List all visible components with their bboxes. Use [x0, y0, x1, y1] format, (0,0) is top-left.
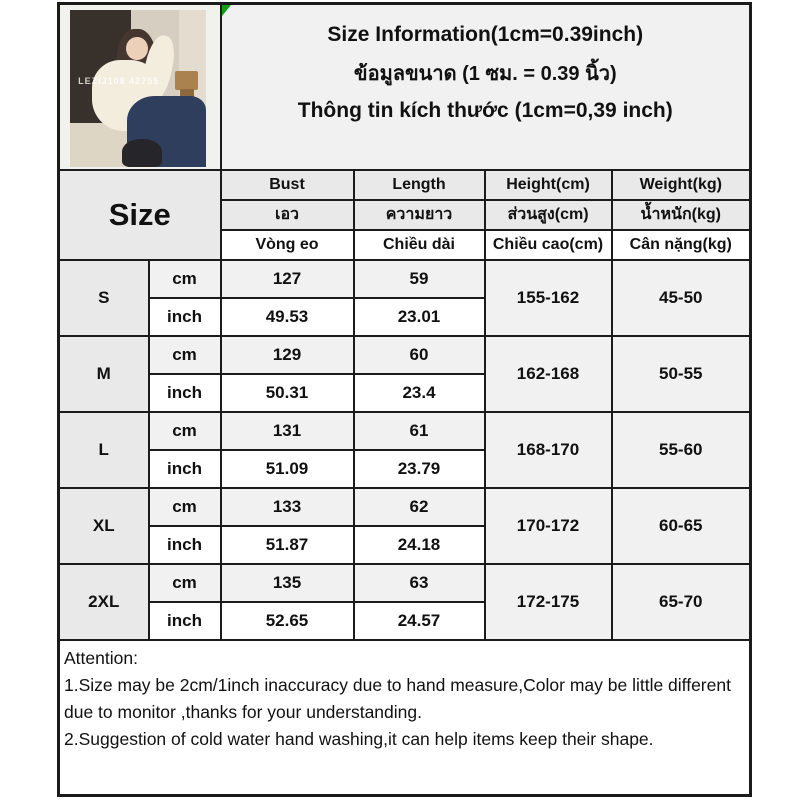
- photo-model-face: [126, 37, 148, 61]
- unit-cm: cm: [149, 336, 221, 374]
- size-label: L: [59, 412, 149, 488]
- length-inch-value: 23.79: [354, 450, 485, 488]
- col-header-bust-vi: Vòng eo: [221, 230, 354, 260]
- photo-watermark: LEZIJ108 42755: [78, 75, 160, 86]
- size-header: Size: [59, 170, 221, 260]
- attention-row: [59, 640, 751, 796]
- col-header-weight-vi: Cân nặng(kg): [612, 230, 751, 260]
- attention-heading: Attention:: [64, 647, 138, 668]
- col-header-bust-th: เอว: [221, 200, 354, 230]
- bust-inch-value: 52.65: [221, 602, 354, 640]
- attention-line1: 1.Size may be 2cm/1inch inaccuracy due to hand measure,Color may be little different due to monitor ,thanks for your understanding.: [64, 674, 731, 722]
- unit-inch: inch: [149, 298, 221, 336]
- unit-cm: cm: [149, 412, 221, 450]
- row-l-cm: [59, 412, 751, 450]
- row-s-cm: [59, 260, 751, 298]
- col-header-bust-en: Bust: [221, 170, 354, 200]
- col-header-length-th: ความยาว: [354, 200, 485, 230]
- top-section: [59, 4, 751, 170]
- size-table: [57, 2, 752, 797]
- unit-cm: cm: [149, 564, 221, 602]
- title-cell: [221, 4, 751, 170]
- length-cm-value: 63: [354, 564, 485, 602]
- bust-cm-value: 131: [221, 412, 354, 450]
- height-range: 170-172: [485, 488, 612, 564]
- unit-inch: inch: [149, 526, 221, 564]
- length-cm-value: 60: [354, 336, 485, 374]
- height-range: 162-168: [485, 336, 612, 412]
- col-header-weight-en: Weight(kg): [612, 170, 751, 200]
- bust-cm-value: 135: [221, 564, 354, 602]
- length-cm-value: 62: [354, 488, 485, 526]
- length-cm-value: 59: [354, 260, 485, 298]
- unit-inch: inch: [149, 450, 221, 488]
- attention-cell: [59, 640, 751, 796]
- unit-inch: inch: [149, 374, 221, 412]
- product-image-cell: [59, 4, 221, 170]
- weight-range: 45-50: [612, 260, 751, 336]
- length-inch-value: 24.57: [354, 602, 485, 640]
- length-inch-value: 23.01: [354, 298, 485, 336]
- weight-range: 50-55: [612, 336, 751, 412]
- col-header-length-vi: Chiều dài: [354, 230, 485, 260]
- title-english: Size Information(1cm=0.39inch): [327, 22, 644, 46]
- bust-cm-value: 133: [221, 488, 354, 526]
- bust-inch-value: 51.87: [221, 526, 354, 564]
- unit-cm: cm: [149, 488, 221, 526]
- size-label: XL: [59, 488, 149, 564]
- weight-range: 65-70: [612, 564, 751, 640]
- col-header-height-vi: Chiều cao(cm): [485, 230, 612, 260]
- height-range: 172-175: [485, 564, 612, 640]
- size-label: S: [59, 260, 149, 336]
- bust-inch-value: 51.09: [221, 450, 354, 488]
- height-range: 155-162: [485, 260, 612, 336]
- attention-line2: 2.Suggestion of cold water hand washing,it can help items keep their shape.: [64, 728, 654, 749]
- row-2xl-cm: [59, 564, 751, 602]
- weight-range: 60-65: [612, 488, 751, 564]
- product-photo: [70, 10, 206, 167]
- unit-inch: inch: [149, 602, 221, 640]
- col-header-length-en: Length: [354, 170, 485, 200]
- col-header-height-en: Height(cm): [485, 170, 612, 200]
- length-cm-value: 61: [354, 412, 485, 450]
- col-header-height-th: ส่วนสูง(cm): [485, 200, 612, 230]
- weight-range: 55-60: [612, 412, 751, 488]
- size-chart-sheet: [57, 2, 749, 797]
- bust-inch-value: 49.53: [221, 298, 354, 336]
- row-xl-cm: [59, 488, 751, 526]
- length-inch-value: 23.4: [354, 374, 485, 412]
- bust-inch-value: 50.31: [221, 374, 354, 412]
- length-inch-value: 24.18: [354, 526, 485, 564]
- header-row-en: [59, 170, 751, 200]
- title-thai: ข้อมูลขนาด (1 ซม. = 0.39 นิ้ว): [353, 62, 617, 85]
- green-corner-marker: [222, 5, 231, 16]
- size-label: M: [59, 336, 149, 412]
- col-header-weight-th: น้ำหนัก(kg): [612, 200, 751, 230]
- photo-bag: [122, 139, 163, 167]
- title-block: [222, 5, 750, 169]
- unit-cm: cm: [149, 260, 221, 298]
- size-label: 2XL: [59, 564, 149, 640]
- bust-cm-value: 127: [221, 260, 354, 298]
- row-m-cm: [59, 336, 751, 374]
- height-range: 168-170: [485, 412, 612, 488]
- title-vietnamese: Thông tin kích thước (1cm=0,39 inch): [297, 98, 673, 122]
- bust-cm-value: 129: [221, 336, 354, 374]
